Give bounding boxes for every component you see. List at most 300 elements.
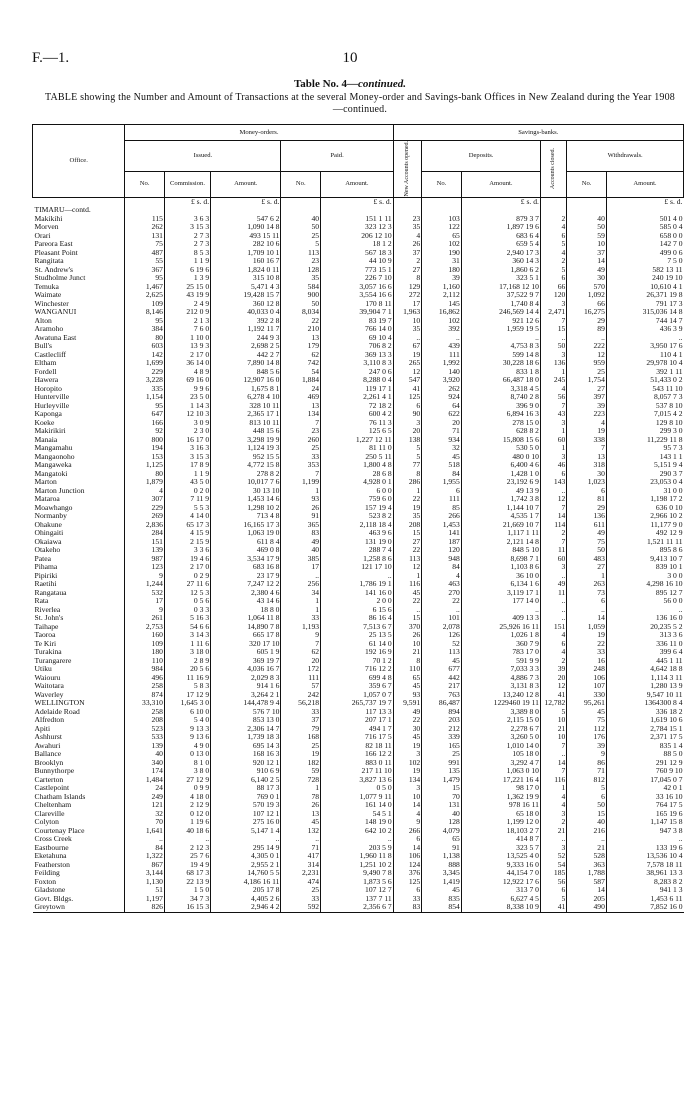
table-row xyxy=(33,844,684,853)
table-cell: 141 xyxy=(422,529,462,538)
table-cell: .. xyxy=(461,334,540,343)
table-cell: 44,154 7 0 xyxy=(461,869,540,878)
table-cell: 665 17 8 xyxy=(211,631,281,640)
table-cell: 2,471 xyxy=(540,308,566,317)
table-cell: 8,034 xyxy=(281,308,321,317)
table-cell: 229 xyxy=(125,368,165,377)
table-cell: .. xyxy=(606,334,683,343)
office-name: WANGANUI xyxy=(34,308,77,316)
table-cell: 19 xyxy=(567,631,607,640)
table-cell: .. xyxy=(321,835,394,844)
table-cell: 1,824 0 11 xyxy=(211,266,281,275)
table-cell: 160 16 7 xyxy=(211,257,281,266)
table-cell: 261 xyxy=(125,614,165,623)
table-cell: 783 17 0 xyxy=(461,648,540,657)
table-cell: 2,836 xyxy=(125,521,165,530)
table-row xyxy=(33,546,684,555)
table-cell: 85 xyxy=(422,504,462,513)
table-cell: 1,251 10 2 xyxy=(321,861,394,870)
table-cell: 716 17 5 xyxy=(321,733,394,742)
table-cell: 5 5 3 xyxy=(164,504,210,513)
table-cell: 15 xyxy=(567,810,607,819)
table-cell: 23 xyxy=(281,427,321,436)
table-cell: 29,978 10 4 xyxy=(606,359,683,368)
table-cell: 18 1 2 xyxy=(321,240,394,249)
table-cell: 791 17 3 xyxy=(606,300,683,309)
table-cell: 8,740 2 8 xyxy=(461,393,540,402)
table-cell: 129 xyxy=(393,283,422,292)
table-cell: 1,114 3 11 xyxy=(606,674,683,683)
table-cell: 49 xyxy=(281,538,321,547)
table-cell: 116 xyxy=(540,776,566,785)
units-row xyxy=(33,197,684,206)
table-cell: 22 xyxy=(393,597,422,606)
table-cell: 30 xyxy=(567,274,607,283)
table-cell: 13 xyxy=(281,810,321,819)
table-cell: 3 15 3 xyxy=(164,453,210,462)
table-cell: 1,092 xyxy=(567,291,607,300)
table-cell: 36 14 0 xyxy=(164,359,210,368)
table-cell: 2,380 4 6 xyxy=(211,589,281,598)
office-name: Orari xyxy=(34,231,51,240)
table-cell: 493 15 11 xyxy=(211,232,281,241)
table-cell: 49 xyxy=(540,580,566,589)
table-cell: 392 xyxy=(422,325,462,334)
table-cell: 3 3 6 xyxy=(164,546,210,555)
col-office-header: Office. xyxy=(33,125,125,198)
table-cell: 151 xyxy=(540,623,566,632)
table-cell: 43 19 9 xyxy=(164,291,210,300)
table-cell: 991 xyxy=(422,759,462,768)
table-cell: 2 17 0 xyxy=(164,351,210,360)
table-cell: 920 12 1 xyxy=(211,759,281,768)
table-row xyxy=(33,334,684,343)
table-cell: 71 xyxy=(567,767,607,776)
table-cell: 12 xyxy=(540,682,566,691)
table-cell: 7 xyxy=(540,538,566,547)
table-cell: 45 xyxy=(422,886,462,895)
table-row xyxy=(33,801,684,810)
table-cell: 56 xyxy=(540,393,566,402)
table-cell: 1,484 xyxy=(125,776,165,785)
table-cell: 0 2 9 xyxy=(164,572,210,581)
table-cell: 1,873 5 6 xyxy=(321,878,394,887)
table-cell: 111 xyxy=(422,351,462,360)
table-cell: 1,125 xyxy=(125,461,165,470)
table-cell: 2,306 14 7 xyxy=(211,725,281,734)
table-cell: 216 xyxy=(567,827,607,836)
office-name: Featherston xyxy=(34,860,70,869)
table-cell: 5 16 3 xyxy=(164,614,210,623)
office-name: Cheltenham xyxy=(34,801,72,809)
table-cell: 34 xyxy=(281,589,321,598)
table-cell: 6 15 6 xyxy=(321,606,394,615)
table-cell: 151 1 11 xyxy=(321,215,394,224)
table-cell xyxy=(164,206,210,215)
office-name: Pihama xyxy=(34,563,58,571)
table-cell: .. xyxy=(393,606,422,615)
table-cell: 50 xyxy=(281,300,321,309)
table-cell: 107 xyxy=(567,682,607,691)
table-cell: 1,026 1 8 xyxy=(461,631,540,640)
table-cell: 5 xyxy=(281,240,321,249)
table-cell: 14,760 5 5 xyxy=(211,869,281,878)
table-cell: 54 xyxy=(540,861,566,870)
table-cell: 166 xyxy=(125,419,165,428)
table-row xyxy=(33,869,684,878)
table-cell: 157 19 4 xyxy=(321,504,394,513)
table-cell: 1,897 19 6 xyxy=(461,223,540,232)
table-cell: 39 xyxy=(567,402,607,411)
table-cell: 120 xyxy=(422,546,462,555)
table-cell: 600 4 2 xyxy=(321,410,394,419)
table-cell: 5 xyxy=(393,453,422,462)
table-cell: 27 12 9 xyxy=(164,776,210,785)
unit-cell: £ s. d. xyxy=(211,197,281,206)
table-cell: 131 19 0 xyxy=(321,538,394,547)
table-row xyxy=(33,631,684,640)
table-cell: 26 xyxy=(393,240,422,249)
table-cell: 1,124 19 3 xyxy=(211,444,281,453)
table-cell: 1,258 8 6 xyxy=(321,555,394,564)
table-row xyxy=(33,750,684,759)
table-cell: 469 0 8 xyxy=(211,546,281,555)
table-cell: 102 xyxy=(422,240,462,249)
table-cell: 537 8 10 xyxy=(606,402,683,411)
table-row xyxy=(33,538,684,547)
table-cell: 14 xyxy=(540,759,566,768)
table-cell: 392 2 8 xyxy=(211,317,281,326)
table-cell: 14 xyxy=(393,844,422,853)
table-cell: 766 14 0 xyxy=(321,325,394,334)
table-cell: 172 xyxy=(281,665,321,674)
table-cell: 2 xyxy=(540,215,566,224)
table-cell: 133 19 6 xyxy=(606,844,683,853)
table-cell: 0 9 9 xyxy=(164,784,210,793)
table-cell: 40 xyxy=(281,546,321,555)
table-cell: 75 xyxy=(125,240,165,249)
table-cell: 3 0 0 xyxy=(606,572,683,581)
table-cell: 1 14 3 xyxy=(164,402,210,411)
table-cell: 95 xyxy=(125,274,165,283)
table-cell: 176 xyxy=(567,733,607,742)
table-row xyxy=(33,342,684,351)
table-cell: 11 16 9 xyxy=(164,674,210,683)
table-cell: 33,310 xyxy=(125,699,165,708)
table-cell: 3 xyxy=(393,419,422,428)
table-cell: 33 16 10 xyxy=(606,793,683,802)
table-cell: 1,280 13 9 xyxy=(606,682,683,691)
table-cell: 132 xyxy=(281,827,321,836)
table-cell: 764 17 5 xyxy=(606,801,683,810)
table-cell: 288 7 4 xyxy=(321,546,394,555)
table-cell: 89 xyxy=(567,325,607,334)
office-name: Mataroa xyxy=(34,495,60,503)
table-cell: 1 xyxy=(281,784,321,793)
table-cell: 51 xyxy=(125,886,165,895)
unit-cell xyxy=(540,197,566,206)
table-cell: 15 xyxy=(393,529,422,538)
office-name: Utiku xyxy=(34,665,52,673)
table-cell: 217 xyxy=(422,682,462,691)
table-cell: 23 5 0 xyxy=(164,393,210,402)
table-cell: 95 xyxy=(125,317,165,326)
table-cell: 6 0 0 xyxy=(321,487,394,496)
table-cell: 1 xyxy=(393,572,422,581)
table-cell: 1364300 8 4 xyxy=(606,699,683,708)
table-cell: 40 xyxy=(281,215,321,224)
table-cell: 895 12 7 xyxy=(606,589,683,598)
table-cell: 19 xyxy=(393,742,422,751)
unit-cell: £ s. d. xyxy=(606,197,683,206)
table-cell: 2,784 15 1 xyxy=(606,725,683,734)
table-cell: 2 12 3 xyxy=(164,844,210,853)
table-cell: 25 xyxy=(281,444,321,453)
table-cell: 33 xyxy=(281,453,321,462)
table-cell: 49 xyxy=(393,708,422,717)
table-row xyxy=(33,478,684,487)
table-row xyxy=(33,878,684,887)
table-cell: 229 xyxy=(125,504,165,513)
col-withdrawals-amount: Amount. xyxy=(606,172,683,197)
table-cell: 121 17 10 xyxy=(321,563,394,572)
table-cell: 1,130 xyxy=(125,878,165,887)
table-cell: 523 8 2 xyxy=(321,512,394,521)
table-cell: 26,371 19 8 xyxy=(606,291,683,300)
table-cell: 2 8 9 xyxy=(164,657,210,666)
table-cell: 314 xyxy=(281,861,321,870)
table-row xyxy=(33,359,684,368)
office-name: Mangatoki xyxy=(34,469,68,478)
table-cell: 2,946 4 2 xyxy=(211,903,281,912)
office-name: Makikihi xyxy=(34,214,63,223)
table-cell: 5 xyxy=(540,895,566,904)
table-cell: 10 xyxy=(540,716,566,725)
table-cell: 2,356 6 7 xyxy=(321,903,394,912)
office-name: Ohakune xyxy=(34,520,62,529)
office-name: Koeke xyxy=(34,418,55,427)
table-cell: .. xyxy=(393,334,422,343)
table-cell: 1 xyxy=(540,368,566,377)
table-cell: 369 13 3 xyxy=(321,351,394,360)
table-cell: 125 xyxy=(393,393,422,402)
table-cell: 728 xyxy=(281,776,321,785)
table-cell: 699 4 8 xyxy=(321,674,394,683)
table-cell: 205 17 8 xyxy=(211,886,281,895)
table-cell: 4,753 8 3 xyxy=(461,342,540,351)
table-cell: 4 xyxy=(540,648,566,657)
table-cell: 101 xyxy=(422,614,462,623)
unit-cell xyxy=(422,197,462,206)
table-cell: 839 10 1 xyxy=(606,563,683,572)
table-cell: 106 xyxy=(393,852,422,861)
table-cell: 3 xyxy=(393,784,422,793)
table-cell: 570 xyxy=(567,283,607,292)
table-cell: 44 10 9 xyxy=(321,257,394,266)
table-cell: 1,879 xyxy=(125,478,165,487)
table-cell: 119 17 1 xyxy=(321,385,394,394)
table-cell: 1,160 xyxy=(422,283,462,292)
table-row xyxy=(33,861,684,870)
office-name: Feilding xyxy=(34,869,60,877)
table-cell: 260 xyxy=(281,436,321,445)
table-cell: 75 xyxy=(567,538,607,547)
table-cell: 2,955 2 1 xyxy=(211,861,281,870)
table-cell: 79 xyxy=(281,725,321,734)
table-cell: 2 xyxy=(540,257,566,266)
table-cell: 39,904 7 1 xyxy=(321,308,394,317)
office-name: Okaiawa xyxy=(34,537,62,546)
table-cell: 1 11 6 xyxy=(164,640,210,649)
table-cell: .. xyxy=(606,606,683,615)
table-cell: 50 xyxy=(567,223,607,232)
table-cell: 518 xyxy=(422,461,462,470)
table-cell: 336 11 0 xyxy=(606,640,683,649)
table-cell: 6 19 6 xyxy=(164,266,210,275)
page-header xyxy=(0,50,700,70)
unit-cell: £ s. d. xyxy=(321,197,394,206)
table-cell: 69 10 4 xyxy=(321,334,394,343)
table-cell: 295 14 9 xyxy=(211,844,281,853)
table-cell: 194 xyxy=(125,444,165,453)
office-name: Castlecliff xyxy=(34,350,66,359)
table-cell: 4 9 0 xyxy=(164,742,210,751)
table-cell: 70 1 2 xyxy=(321,657,394,666)
table-cell: 113 xyxy=(422,648,462,657)
table-cell: 1 3 9 xyxy=(164,274,210,283)
table-cell: 43 5 0 xyxy=(164,478,210,487)
office-name: Cross Creek xyxy=(34,835,72,843)
table-cell: 952 15 5 xyxy=(211,453,281,462)
table-cell: 1,742 3 8 xyxy=(461,495,540,504)
table-cell: 66 xyxy=(540,283,566,292)
table-cell: 160 xyxy=(125,631,165,640)
table-row xyxy=(33,767,684,776)
table-cell: 0 3 3 xyxy=(164,606,210,615)
office-name: Makirikiri xyxy=(34,427,66,435)
table-cell: 192 16 9 xyxy=(321,648,394,657)
table-cell: 249 xyxy=(125,793,165,802)
table-cell: 14 xyxy=(567,257,607,266)
table-cell: 49 xyxy=(567,529,607,538)
office-name: Greytown xyxy=(33,903,125,912)
table-cell: 6 xyxy=(567,793,607,802)
table-row xyxy=(33,444,684,453)
office-name: Bunnythorpe xyxy=(34,767,75,775)
table-cell: 91 xyxy=(281,512,321,521)
table-cell: 611 8 4 xyxy=(211,538,281,547)
table-cell: 315 10 8 xyxy=(211,274,281,283)
table-cell: 442 xyxy=(422,674,462,683)
table-cell: 265 xyxy=(393,359,422,368)
office-name: Hurleyville xyxy=(34,401,70,410)
table-cell: 1229460 19 11 xyxy=(461,699,540,708)
table-row xyxy=(33,351,684,360)
table-cell: .. xyxy=(540,334,566,343)
table-cell: 22 xyxy=(393,716,422,725)
table-cell: 5 xyxy=(540,266,566,275)
table-cell: 17 xyxy=(393,300,422,309)
table-cell: 2 17 0 xyxy=(164,563,210,572)
table-cell: 879 3 7 xyxy=(461,215,540,224)
table-cell: .. xyxy=(540,750,566,759)
table-cell: 65 xyxy=(422,232,462,241)
table-cell: 984 xyxy=(125,665,165,674)
table-cell: 19 xyxy=(281,750,321,759)
table-cell: 30 xyxy=(393,725,422,734)
table-cell: 27 11 6 xyxy=(164,580,210,589)
table-cell: 3,318 4 5 xyxy=(461,385,540,394)
table-cell: 1 xyxy=(281,606,321,615)
table-cell: 2,365 17 1 xyxy=(211,410,281,419)
table-cell: 445 1 11 xyxy=(606,657,683,666)
table-cell: .. xyxy=(540,835,566,844)
col-withdrawals-no: No. xyxy=(567,172,607,197)
table-row xyxy=(33,206,684,215)
table-cell: 22 xyxy=(393,495,422,504)
table-cell: 50 xyxy=(540,342,566,351)
table-cell: 360 14 3 xyxy=(461,257,540,266)
table-cell: 760 9 10 xyxy=(606,767,683,776)
table-cell: 165 19 6 xyxy=(606,810,683,819)
table-cell: 487 xyxy=(125,249,165,258)
table-cell: 59 xyxy=(567,232,607,241)
table-row xyxy=(33,606,684,615)
table-cell: 25 13 5 xyxy=(321,631,394,640)
table-cell: 6 xyxy=(540,232,566,241)
table-cell: 40,033 0 4 xyxy=(211,308,281,317)
table-cell: 109 xyxy=(125,640,165,649)
table-cell: 9 xyxy=(125,606,165,615)
table-cell: 20 xyxy=(281,657,321,666)
table-cell: 262 xyxy=(125,223,165,232)
table-cell: 272 xyxy=(393,291,422,300)
table-cell: 212 xyxy=(422,725,462,734)
table-cell: 547 xyxy=(393,376,422,385)
table-row xyxy=(33,487,684,496)
table-cell: 65 17 3 xyxy=(164,521,210,530)
table-cell: 291 12 9 xyxy=(606,759,683,768)
table-cell: 442 2 7 xyxy=(211,351,281,360)
table-cell: 921 12 6 xyxy=(461,317,540,326)
table-cell: 12,922 17 6 xyxy=(461,878,540,887)
table-cell: 190 xyxy=(422,249,462,258)
table-cell: 463 xyxy=(422,580,462,589)
table-cell: 523 xyxy=(125,725,165,734)
table-cell: 244 9 3 xyxy=(211,334,281,343)
table-row xyxy=(33,818,684,827)
table-cell: 3,228 xyxy=(125,376,165,385)
table-cell: 636 0 10 xyxy=(606,504,683,513)
table-cell: 8,057 7 3 xyxy=(606,393,683,402)
table-cell: 45 xyxy=(393,589,422,598)
col-paid-no: No. xyxy=(281,172,321,197)
table-cell: 1,428 1 0 xyxy=(461,470,540,479)
office-name: Aramoho xyxy=(34,325,64,333)
table-row xyxy=(33,461,684,470)
table-cell: 5 4 0 xyxy=(164,716,210,725)
table-cell: 6,140 2 5 xyxy=(211,776,281,785)
table-cell: 376 xyxy=(393,869,422,878)
table-cell: 72 18 2 xyxy=(321,402,394,411)
table-cell: 19 4 9 xyxy=(164,861,210,870)
table-cell: 42 0 1 xyxy=(606,784,683,793)
table-cell: 1,992 xyxy=(422,359,462,368)
table-cell: 12 xyxy=(567,351,607,360)
table-cell: 22 xyxy=(422,597,462,606)
table-cell: 4 xyxy=(540,793,566,802)
table-cell: 92 xyxy=(125,427,165,436)
